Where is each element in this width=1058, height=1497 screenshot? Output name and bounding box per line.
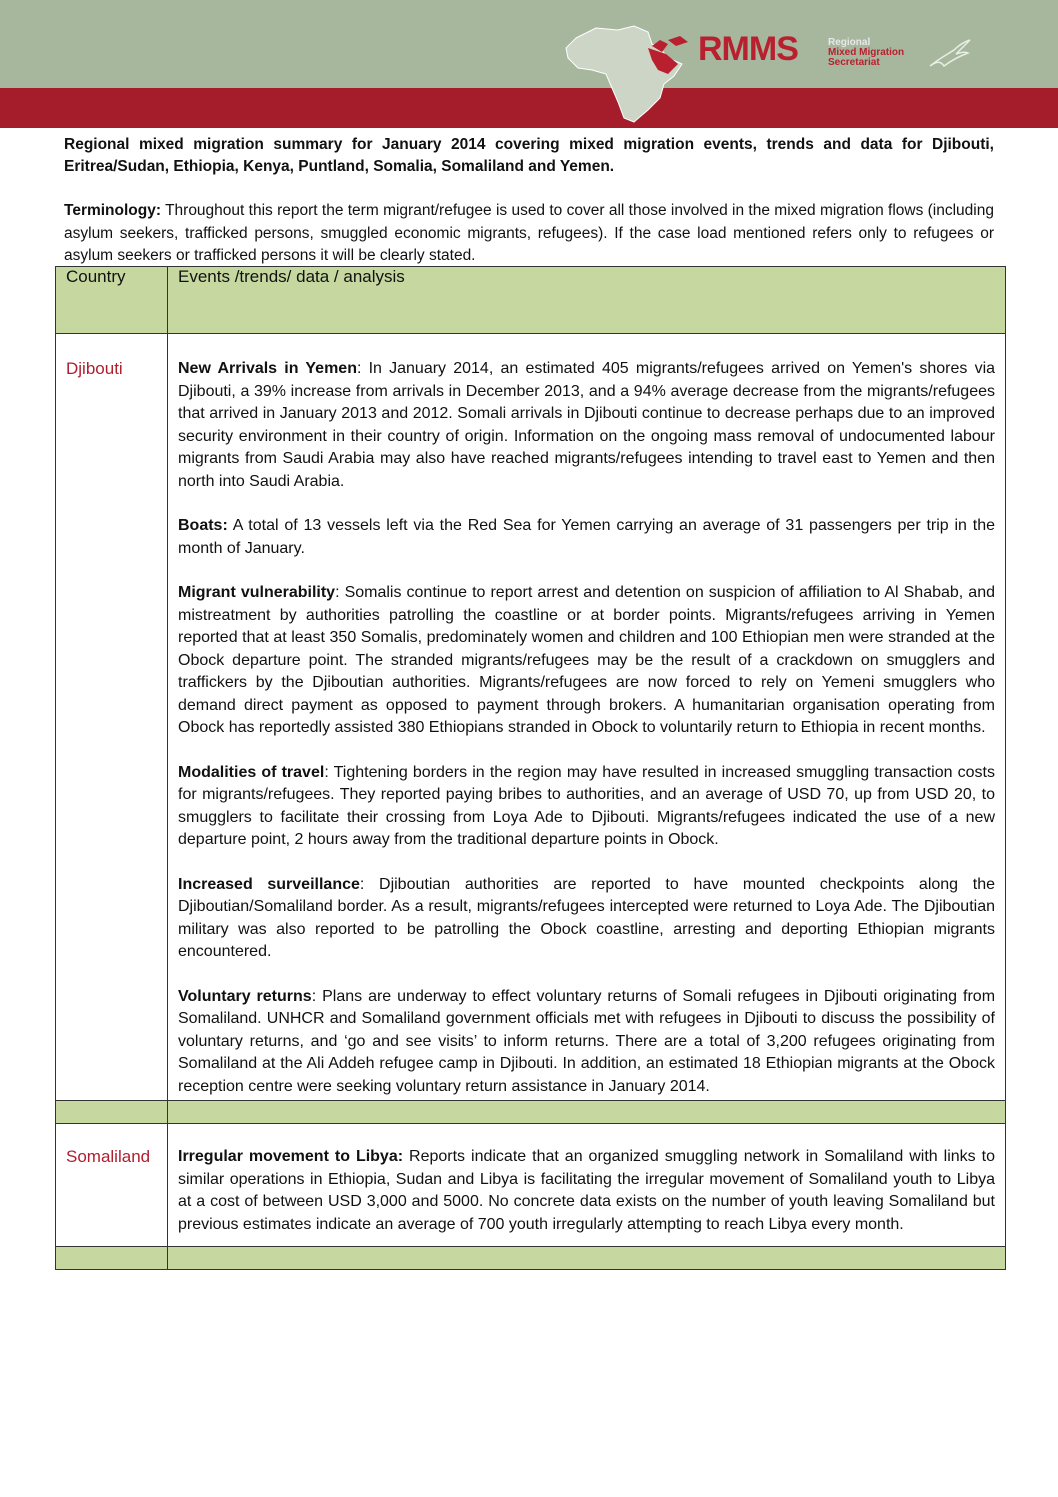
events-djibouti <box>168 334 1006 1101</box>
paragraph-irregular-movement <box>178 1146 995 1236</box>
paragraph-increased-surveillance <box>178 874 995 964</box>
para-sep: : <box>324 763 334 781</box>
country-somaliland: Somaliland <box>56 1124 168 1247</box>
header-events: Events /trends/ data / analysis <box>168 267 1006 334</box>
country-djibouti: Djibouti <box>56 334 168 1101</box>
para-text: A total of 13 vessels left via the Red Sea for Yemen carrying an average of 31 passengers per trip in the month of January. <box>178 517 995 557</box>
para-heading: New Arrivals in Yemen <box>178 360 357 377</box>
terminology-text: Throughout this report the term migrant/refugee is used to cover all those involved in the mixed migration flows (including asylum seekers, trafficked persons, smuggled economic migrants, refugees). If the case load mentioned refers only to refugees or asylum seekers or trafficked persons it will be clearly stated. <box>64 202 994 264</box>
para-text: Somalis continue to report arrest and detention on suspicion of affiliation to Al Shabab, and mistreatment by authorities patrolling the coastline or at border points. Migrants/refugees arriving in Yemen reported that at least 350 Somalis, predominately women and children and 100 Ethiopian men were stranded at the Obock departure point. The stranded migrants/refugees may be the result of a crackdown on smugglers and traffickers by the Djiboutian authorities. Migrants/refugees are now forced to rely on Yemeni smugglers who demand direct payment as opposed to payment through brokers. A humanitarian organisation operating from Obock has reportedly assisted 380 Ethiopians stranded in Obock to voluntarily return to Ethiopia in recent months. <box>178 584 995 736</box>
table-row-somaliland <box>56 1124 1006 1247</box>
logo-sub-line-2: Mixed Migration <box>828 47 905 58</box>
paragraph-migrant-vulnerability <box>178 582 995 740</box>
terminology-label: Terminology: <box>64 202 162 219</box>
para-text: Reports indicate that an organized smuggling network in Somaliland with links to similar operations in Ethiopia, Sudan and Libya is facilitating the irregular movement of Somaliland youth to Libya at a cost of between USD 3,000 and 5000. No concrete data exists on the number of youth leaving Somaliland but previous estimates indicate an average of 700 youth irregularly attempting to reach Libya every month. <box>178 1148 995 1233</box>
header-country: Country <box>56 267 168 334</box>
para-text: Tightening borders in the region may have resulted in increased smuggling transaction costs for migrants/refugees. They reported paying bribes to authorities, and an average of USD 70, up from USD 20, to smugglers to facilitate their crossing from Loya Ade to Djibouti. Migrants/refugees indicated the use of a new departure point, 2 hours away from the traditional departure points in Obock. <box>178 763 995 848</box>
table-header-row <box>56 267 1006 334</box>
para-heading: Boats: <box>178 517 228 534</box>
africa-map-icon <box>548 18 698 126</box>
para-heading: Voluntary returns <box>178 987 312 1005</box>
para-heading: Modalities of travel <box>178 763 325 781</box>
paragraph-new-arrivals <box>178 358 995 493</box>
para-text: In January 2014, an estimated 405 migrants/refugees arrived on Yemen's shores via Djibouti, a 39% increase from arrivals in December 2013, and a 94% average decrease from the migrants/refugees that arrived in January 2013 and 2012. Somali arrivals in Djibouti continue to decrease perhaps due to an improved security environment in their country of origin. Information on the ongoing mass removal of undocumented labour migrants from Saudi Arabia may also have reached migrants/refugees intending to travel east to Yemen and then north into Saudi Arabia. <box>178 360 996 490</box>
para-heading: Migrant vulnerability <box>178 584 336 601</box>
para-text: Djiboutian authorities are reported to have mounted checkpoints along the Djiboutian/Somaliland border. As a result, migrants/refugees intercepted were returned to Loya Ade. The Djiboutian military was also reported to be patrolling the Obock coastline, arresting and deporting Ethiopian migrants encountered. <box>178 875 996 960</box>
para-heading: Increased surveillance <box>178 875 360 893</box>
report-intro: Regional mixed migration summary for January 2014 covering mixed migration events, trends and data for Djibouti, Eritrea/Sudan, Ethiopia, Kenya, Puntland, Somalia, Somaliland and Yemen. <box>64 136 994 175</box>
table-spacer-row <box>56 1101 1006 1124</box>
paragraph-modalities-of-travel <box>178 762 995 852</box>
table-spacer-row <box>56 1247 1006 1270</box>
logo-sub-line-3: Secretariat <box>828 57 880 68</box>
bird-logo-icon <box>928 36 972 70</box>
para-text: Plans are underway to effect voluntary returns of Somali refugees in Djibouti originating from Somaliland. UNHCR and Somaliland government officials met with refugees in Djibouti to discuss the possibility of voluntary returns, and ‘go and see visits’ to inform returns. There are a total of 3,200 refugees originating from Somaliland at the Ali Addeh refugee camp in Djibouti. In addition, an estimated 18 Ethiopian migrants at the Obock reception centre were seeking voluntary return assistance in January 2014. <box>178 987 996 1095</box>
paragraph-voluntary-returns <box>178 986 995 1099</box>
paragraph-boats <box>178 515 995 560</box>
para-sep: : <box>359 875 380 893</box>
para-sep: : <box>311 987 323 1005</box>
para-heading: Irregular movement to Libya: <box>178 1148 404 1165</box>
logo-wordmark: RMMS <box>698 30 798 68</box>
logo-sub-line-1: Regional <box>828 37 871 48</box>
header-red-band <box>0 88 1058 128</box>
summary-table <box>55 266 1006 1270</box>
para-sep: : <box>335 584 345 601</box>
terminology-paragraph <box>64 200 994 268</box>
para-sep: : <box>356 360 369 377</box>
logo-subtitle <box>828 38 904 68</box>
table-row-djibouti <box>56 334 1006 1101</box>
events-somaliland <box>168 1124 1006 1247</box>
